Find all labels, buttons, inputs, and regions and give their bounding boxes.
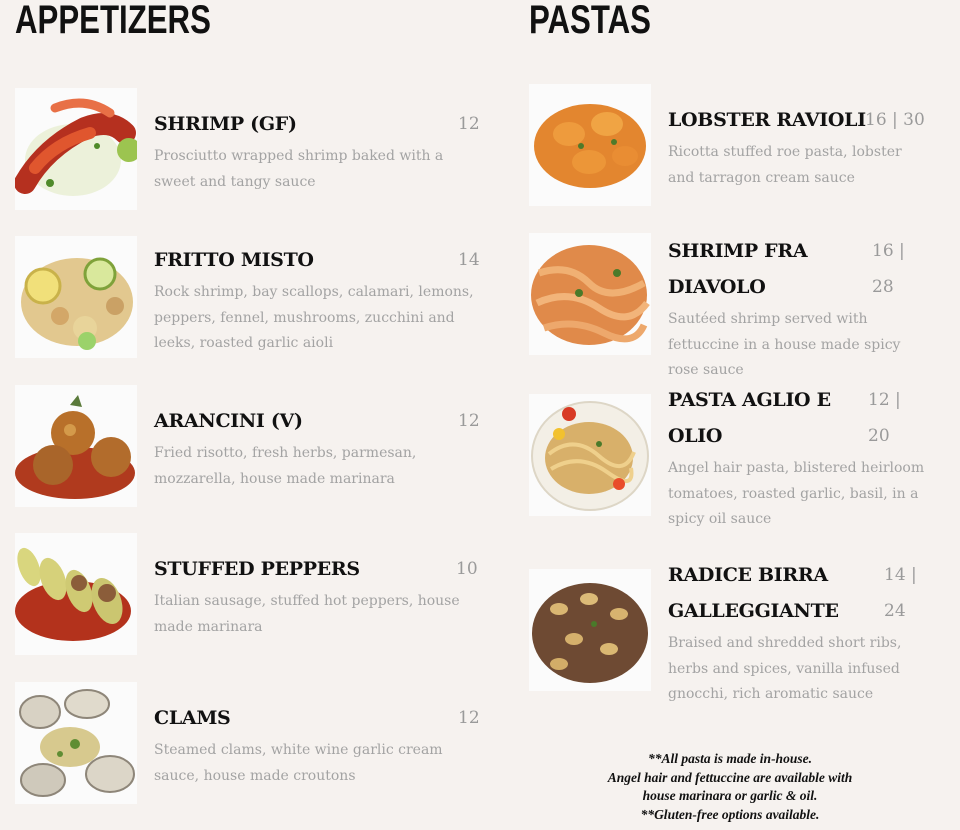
pastas-title: PASTAS — [529, 0, 651, 42]
footnote-line: Angel hair and fettuccine are available with — [607, 769, 853, 785]
footnote-line: house marinara or garlic & oil. — [642, 788, 818, 803]
shrimp-fra-diavolo-image — [529, 233, 651, 355]
item-name: CLAMS — [154, 707, 231, 729]
item-price: 14 — [458, 250, 480, 270]
shrimp-dish-image — [15, 88, 137, 210]
lobster-ravioli-image — [529, 84, 651, 206]
item-name: SHRIMP FRA — [668, 240, 808, 262]
footnote-line: **Gluten-free options available. — [640, 806, 820, 822]
item-description: Prosciutto wrapped shrimp baked with a sweet and tangy sauce — [154, 148, 444, 190]
item-price-line-2: 28 — [872, 277, 894, 297]
item-name: FRITTO MISTO — [154, 249, 314, 271]
item-description: Fried risotto, fresh herbs, parmesan, mozzarella, house made marinara — [154, 445, 417, 487]
stuffed-peppers-image — [15, 533, 137, 655]
item-description: Sautéed shrimp served with fettuccine in a house made spicy rose sauce — [668, 311, 901, 378]
item-price: 16 | 30 — [865, 110, 925, 130]
pasta-aglio-olio-image — [529, 394, 651, 516]
item-description: Angel hair pasta, blistered heirloom tomatoes, roasted garlic, basil, in a spicy oil sauce — [668, 460, 925, 527]
item-price-line-2: 24 — [884, 601, 906, 621]
item-price: 14 | — [884, 565, 917, 585]
item-name: STUFFED PEPPERS — [154, 558, 360, 580]
item-name: PASTA AGLIO E — [668, 389, 831, 411]
item-name: SHRIMP (GF) — [154, 113, 297, 135]
item-price-line-2: 20 — [868, 426, 890, 446]
item-name-line-2: GALLEGGIANTE — [668, 600, 839, 622]
item-price: 12 | — [868, 390, 901, 410]
item-price: 10 — [456, 559, 478, 579]
item-name: RADICE BIRRA — [668, 564, 828, 586]
item-description: Steamed clams, white wine garlic cream sauce, house made croutons — [154, 742, 443, 784]
item-price: 12 — [458, 411, 480, 431]
item-name-line-2: OLIO — [668, 425, 723, 447]
item-description: Braised and shredded short ribs, herbs and spices, vanilla infused gnocchi, rich aromatic sauce — [668, 635, 902, 702]
appetizers-title: APPETIZERS — [15, 0, 211, 42]
item-description: Rock shrimp, bay scallops, calamari, lemons, peppers, fennel, mushrooms, zucchini and leeks, roasted garlic aioli — [154, 284, 474, 351]
item-price: 16 | — [872, 241, 905, 261]
footnote-line: **All pasta is made in-house. — [648, 751, 812, 766]
item-name-line-2: DIAVOLO — [668, 276, 766, 298]
arancini-image — [15, 385, 137, 507]
item-price: 12 — [458, 114, 480, 134]
radice-birra-image — [529, 569, 651, 691]
clams-image — [15, 682, 137, 804]
item-name: ARANCINI (V) — [154, 410, 303, 432]
item-price: 12 — [458, 708, 480, 728]
item-name: LOBSTER RAVIOLI — [668, 109, 866, 131]
pasta-footnote — [590, 750, 870, 824]
fritto-misto-image — [15, 236, 137, 358]
item-description: Italian sausage, stuffed hot peppers, house made marinara — [154, 593, 460, 635]
item-description: Ricotta stuffed roe pasta, lobster and tarragon cream sauce — [668, 144, 902, 186]
